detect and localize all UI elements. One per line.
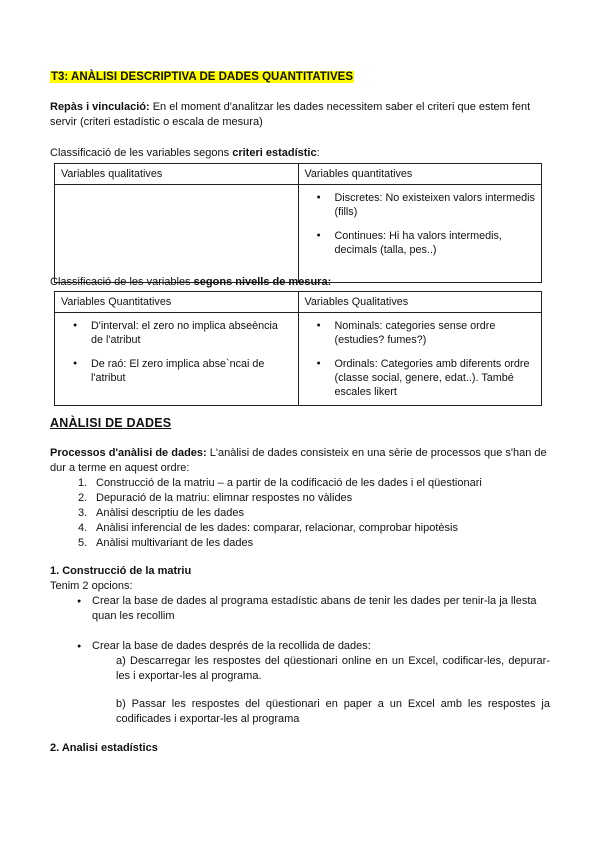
bullet-icon: ● <box>77 598 82 605</box>
process-paragraph: Processos d'anàlisi de dades: L'anàlisi de dades consisteix en una sèrie de processos que s'han de dur a terme en aquest ordre: <box>50 447 547 474</box>
section-heading: ANÀLISI DE DADES <box>50 416 172 430</box>
measurement-levels-table <box>54 291 542 406</box>
table2-caption: Classificació de les variables segons nivells de mesura: <box>50 276 332 288</box>
document-title: T3: ANÀLISI DESCRIPTIVA DE DADES QUANTITATIVES <box>51 71 353 83</box>
list-item: 2. Depuració de la matriu: elimnar respostes no vàlides <box>78 492 353 504</box>
sub-option-b: b) Passar les respostes del qüestionari en paper a un Excel amb les respostes ja codificades i exportar-les al programa <box>116 698 550 725</box>
table2-header-quantitative: Variables Quantitatives <box>55 292 299 313</box>
construction-intro: Tenim 2 opcions: <box>50 580 133 592</box>
sub-option-a: a) Descarregar les respostes del qüestionari online en un Excel, codificar-les, depurar-les i exportar-les al programa. <box>116 655 550 682</box>
construction-heading: 1. Construcció de la matriu <box>50 565 192 577</box>
list-item: ● De raó: El zero implica abse`ncai de l'atribut <box>91 357 292 385</box>
table1-header-qualitative: Variables qualitatives <box>55 164 299 185</box>
table2-quantitative-cell <box>55 313 299 406</box>
review-paragraph: Repàs i vinculació: En el moment d'analitzar les dades necessitem saber el criteri que estem fent servir (criteri estadístic o escala de mesura) <box>50 101 531 128</box>
list-item: ● Continues: Hi ha valors intermedis, decimals (talla, pes..) <box>335 229 536 257</box>
list-item: ● Discretes: No existeixen valors intermedis (fills) <box>335 191 536 219</box>
list-item: 4. Anàlisi inferencial de les dades: comparar, relacionar, comprobar hipotèsis <box>78 522 458 534</box>
table1-caption: Classificació de les variables segons criteri estadístic: <box>50 147 320 159</box>
table1-quantitative-cell <box>298 185 542 283</box>
list-item: 5. Anàlisi multivariant de les dades <box>78 537 254 549</box>
table1-qualitative-cell <box>55 185 299 283</box>
list-item: ● Crear la base de dades al programa estadístic abans de tenir les dades per tenir-la ja llesta quan les recollim <box>77 595 537 622</box>
list-item: ● D'interval: el zero no implica abseència de l'atribut <box>91 319 292 347</box>
list-item: ● Nominals: categories sense ordre (estudies? fumes?) <box>335 319 536 347</box>
list-item: 3. Anàlisi descriptiu de les dades <box>78 507 244 519</box>
table1-header-quantitative: Variables quantitatives <box>298 164 542 185</box>
list-item: ● Ordinals: Categories amb diferents ordre (classe social, genere, edat..). També escales likert <box>335 357 536 399</box>
statistical-criteria-table <box>54 163 542 283</box>
process-steps-list <box>50 476 482 551</box>
list-item: 1. Construcció de la matriu – a partir de la codificació de les dades i el qüestionari <box>78 477 482 489</box>
table2-qualitative-cell <box>298 313 542 406</box>
bullet-icon: ● <box>77 643 82 650</box>
construction-options-2 <box>50 639 550 654</box>
table2-header-qualitative: Variables Qualitatives <box>298 292 542 313</box>
list-item: ● Crear la base de dades després de la recollida de dades: <box>77 640 371 652</box>
construction-options <box>50 594 550 624</box>
analysis-heading: 2. Analisi estadístics <box>50 742 158 754</box>
